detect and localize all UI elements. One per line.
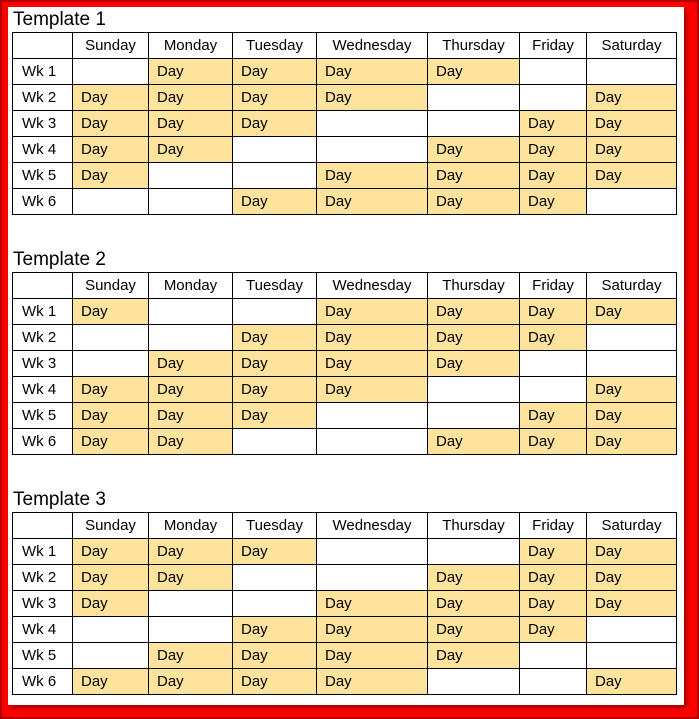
cell-friday: Day (520, 325, 587, 351)
cell-friday: Day (520, 591, 587, 617)
corner-cell (13, 33, 73, 59)
cell-friday (520, 377, 587, 403)
week-label: Wk 4 (13, 377, 73, 403)
cell-wednesday: Day (317, 617, 428, 643)
cell-friday (520, 669, 587, 695)
cell-friday: Day (520, 189, 587, 215)
header-row (13, 513, 677, 539)
cell-wednesday: Day (317, 59, 428, 85)
cell-sunday (73, 643, 149, 669)
document-page (8, 7, 684, 705)
header-tuesday: Tuesday (233, 513, 317, 539)
header-tuesday: Tuesday (233, 33, 317, 59)
cell-monday: Day (149, 643, 233, 669)
cell-friday (520, 351, 587, 377)
header-saturday: Saturday (587, 273, 677, 299)
cell-saturday: Day (587, 565, 677, 591)
cell-monday: Day (149, 539, 233, 565)
cell-sunday: Day (73, 429, 149, 455)
cell-tuesday: Day (233, 111, 317, 137)
cell-thursday (428, 539, 520, 565)
cell-wednesday: Day (317, 299, 428, 325)
cell-thursday (428, 669, 520, 695)
header-friday: Friday (520, 513, 587, 539)
week-label: Wk 3 (13, 591, 73, 617)
cell-monday: Day (149, 111, 233, 137)
table-row (13, 403, 677, 429)
cell-monday (149, 617, 233, 643)
cell-saturday (587, 643, 677, 669)
cell-saturday: Day (587, 137, 677, 163)
template-3-table (12, 512, 677, 695)
cell-monday (149, 591, 233, 617)
cell-wednesday (317, 137, 428, 163)
cell-friday: Day (520, 163, 587, 189)
cell-saturday: Day (587, 163, 677, 189)
header-monday: Monday (149, 513, 233, 539)
template-1-table (12, 32, 677, 215)
cell-sunday: Day (73, 565, 149, 591)
table-row (13, 189, 677, 215)
header-thursday: Thursday (428, 273, 520, 299)
cell-thursday: Day (428, 325, 520, 351)
cell-sunday: Day (73, 591, 149, 617)
cell-sunday: Day (73, 403, 149, 429)
week-label: Wk 4 (13, 137, 73, 163)
cell-saturday (587, 617, 677, 643)
cell-wednesday (317, 111, 428, 137)
cell-tuesday: Day (233, 539, 317, 565)
table-row (13, 59, 677, 85)
cell-sunday: Day (73, 163, 149, 189)
cell-saturday: Day (587, 403, 677, 429)
header-sunday: Sunday (73, 273, 149, 299)
cell-thursday (428, 403, 520, 429)
cell-monday (149, 189, 233, 215)
cell-thursday: Day (428, 59, 520, 85)
cell-saturday (587, 351, 677, 377)
cell-sunday: Day (73, 299, 149, 325)
week-label: Wk 5 (13, 403, 73, 429)
cell-thursday (428, 85, 520, 111)
table-row (13, 85, 677, 111)
cell-sunday (73, 325, 149, 351)
week-label: Wk 1 (13, 299, 73, 325)
header-saturday: Saturday (587, 33, 677, 59)
table-row (13, 591, 677, 617)
template-1-title: Template 1 (13, 9, 106, 30)
cell-tuesday: Day (233, 325, 317, 351)
cell-wednesday: Day (317, 643, 428, 669)
table-row (13, 617, 677, 643)
table-row (13, 163, 677, 189)
cell-sunday (73, 59, 149, 85)
table-row (13, 299, 677, 325)
cell-thursday: Day (428, 643, 520, 669)
week-label: Wk 5 (13, 643, 73, 669)
cell-thursday: Day (428, 617, 520, 643)
table-row (13, 643, 677, 669)
header-friday: Friday (520, 273, 587, 299)
cell-wednesday (317, 539, 428, 565)
cell-monday: Day (149, 85, 233, 111)
cell-wednesday: Day (317, 591, 428, 617)
cell-sunday: Day (73, 111, 149, 137)
cell-tuesday (233, 137, 317, 163)
cell-tuesday: Day (233, 351, 317, 377)
header-wednesday: Wednesday (317, 513, 428, 539)
cell-saturday: Day (587, 539, 677, 565)
header-wednesday: Wednesday (317, 33, 428, 59)
cell-thursday: Day (428, 351, 520, 377)
corner-cell (13, 513, 73, 539)
cell-thursday: Day (428, 591, 520, 617)
cell-sunday (73, 617, 149, 643)
cell-monday (149, 299, 233, 325)
header-sunday: Sunday (73, 513, 149, 539)
cell-thursday: Day (428, 565, 520, 591)
cell-monday (149, 163, 233, 189)
header-row (13, 33, 677, 59)
cell-saturday: Day (587, 669, 677, 695)
cell-saturday: Day (587, 111, 677, 137)
table-row (13, 137, 677, 163)
cell-monday (149, 325, 233, 351)
cell-friday: Day (520, 565, 587, 591)
cell-wednesday (317, 429, 428, 455)
cell-tuesday (233, 565, 317, 591)
cell-friday: Day (520, 403, 587, 429)
table-row (13, 351, 677, 377)
cell-sunday: Day (73, 377, 149, 403)
template-2-table (12, 272, 677, 455)
week-label: Wk 2 (13, 85, 73, 111)
header-monday: Monday (149, 273, 233, 299)
cell-monday: Day (149, 377, 233, 403)
table-row (13, 565, 677, 591)
cell-sunday (73, 189, 149, 215)
week-label: Wk 2 (13, 325, 73, 351)
template-2-title: Template 2 (13, 249, 106, 270)
cell-wednesday (317, 403, 428, 429)
cell-monday: Day (149, 669, 233, 695)
week-label: Wk 5 (13, 163, 73, 189)
template-3-title: Template 3 (13, 489, 106, 510)
header-tuesday: Tuesday (233, 273, 317, 299)
cell-saturday: Day (587, 591, 677, 617)
cell-monday: Day (149, 137, 233, 163)
cell-wednesday (317, 565, 428, 591)
week-label: Wk 1 (13, 539, 73, 565)
cell-tuesday (233, 591, 317, 617)
table-row (13, 111, 677, 137)
table-row (13, 377, 677, 403)
cell-saturday: Day (587, 377, 677, 403)
cell-monday: Day (149, 565, 233, 591)
cell-wednesday: Day (317, 163, 428, 189)
cell-wednesday: Day (317, 351, 428, 377)
cell-thursday: Day (428, 137, 520, 163)
cell-tuesday: Day (233, 669, 317, 695)
cell-friday: Day (520, 617, 587, 643)
table-row (13, 429, 677, 455)
cell-monday: Day (149, 351, 233, 377)
cell-sunday: Day (73, 85, 149, 111)
cell-saturday (587, 189, 677, 215)
table-row (13, 325, 677, 351)
cell-thursday (428, 377, 520, 403)
cell-tuesday: Day (233, 617, 317, 643)
cell-wednesday: Day (317, 669, 428, 695)
cell-saturday: Day (587, 85, 677, 111)
cell-sunday: Day (73, 669, 149, 695)
table-row (13, 669, 677, 695)
cell-friday: Day (520, 111, 587, 137)
cell-tuesday: Day (233, 377, 317, 403)
cell-saturday: Day (587, 299, 677, 325)
header-thursday: Thursday (428, 513, 520, 539)
header-sunday: Sunday (73, 33, 149, 59)
header-monday: Monday (149, 33, 233, 59)
week-label: Wk 2 (13, 565, 73, 591)
header-row (13, 273, 677, 299)
week-label: Wk 1 (13, 59, 73, 85)
cell-saturday (587, 325, 677, 351)
header-thursday: Thursday (428, 33, 520, 59)
cell-friday (520, 643, 587, 669)
week-label: Wk 6 (13, 669, 73, 695)
corner-cell (13, 273, 73, 299)
cell-tuesday: Day (233, 643, 317, 669)
week-label: Wk 4 (13, 617, 73, 643)
cell-wednesday: Day (317, 189, 428, 215)
cell-sunday: Day (73, 137, 149, 163)
cell-thursday: Day (428, 189, 520, 215)
cell-thursday: Day (428, 429, 520, 455)
cell-tuesday (233, 299, 317, 325)
header-friday: Friday (520, 33, 587, 59)
cell-friday: Day (520, 539, 587, 565)
header-wednesday: Wednesday (317, 273, 428, 299)
cell-thursday (428, 111, 520, 137)
cell-friday (520, 85, 587, 111)
cell-wednesday: Day (317, 325, 428, 351)
cell-monday: Day (149, 403, 233, 429)
cell-tuesday: Day (233, 403, 317, 429)
week-label: Wk 3 (13, 351, 73, 377)
cell-monday: Day (149, 59, 233, 85)
cell-thursday: Day (428, 163, 520, 189)
cell-friday: Day (520, 137, 587, 163)
cell-tuesday: Day (233, 85, 317, 111)
cell-sunday: Day (73, 539, 149, 565)
cell-friday: Day (520, 429, 587, 455)
week-label: Wk 6 (13, 429, 73, 455)
cell-wednesday: Day (317, 85, 428, 111)
cell-tuesday: Day (233, 59, 317, 85)
cell-friday (520, 59, 587, 85)
week-label: Wk 6 (13, 189, 73, 215)
cell-wednesday: Day (317, 377, 428, 403)
cell-saturday: Day (587, 429, 677, 455)
table-row (13, 539, 677, 565)
cell-tuesday (233, 163, 317, 189)
cell-sunday (73, 351, 149, 377)
week-label: Wk 3 (13, 111, 73, 137)
cell-tuesday (233, 429, 317, 455)
header-saturday: Saturday (587, 513, 677, 539)
cell-tuesday: Day (233, 189, 317, 215)
cell-saturday (587, 59, 677, 85)
cell-friday: Day (520, 299, 587, 325)
cell-monday: Day (149, 429, 233, 455)
cell-thursday: Day (428, 299, 520, 325)
